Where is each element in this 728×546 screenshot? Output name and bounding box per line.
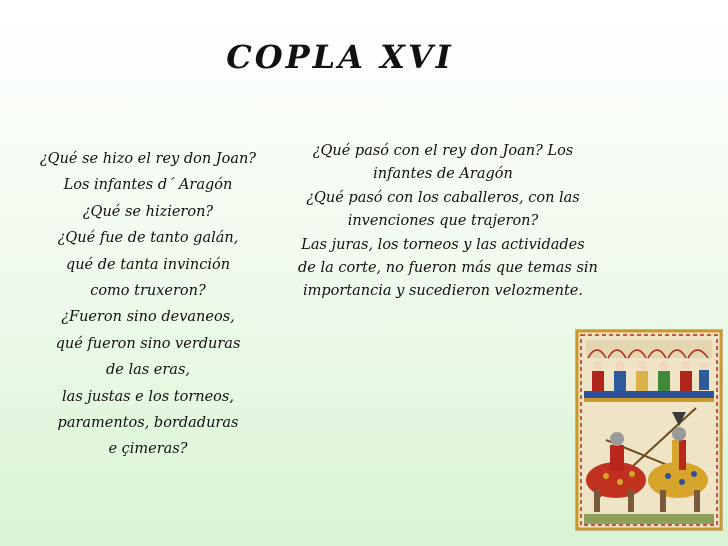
verse-line: paramentos, bordaduras — [57, 415, 239, 432]
verse-line: ¿Qué fue de tanto galán, — [57, 230, 239, 247]
paraphrase-line: invenciones que trajeron? — [347, 213, 539, 230]
slide-title: COPLA XVI — [226, 38, 454, 76]
paraphrase-line: infantes de Aragón — [373, 166, 513, 183]
paraphrase-line: ¿Qué pasó con los caballeros, con las — [306, 189, 580, 206]
paraphrase-line: importancia y sucedieron velozmente. — [302, 283, 583, 300]
verse-line: qué fueron sino verduras — [55, 335, 241, 352]
verse-line: como truxeron? — [90, 283, 206, 300]
verse-line: de las eras, — [105, 362, 190, 379]
paraphrase-line: de la corte, no fueron más que temas sin — [298, 260, 598, 277]
modern-paraphrase — [298, 140, 598, 304]
paraphrase-line: Las juras, los torneos y las actividades — [301, 236, 585, 253]
paraphrase-line: ¿Qué pasó con el rey don Joan? Los — [312, 143, 574, 159]
verse-line: ¿Qué se hizo el rey don Joan? — [39, 151, 257, 167]
verse-line: Los infantes d´ Aragón — [63, 177, 233, 194]
medieval-tournament-miniature-icon — [576, 330, 722, 530]
verse-line: e çimeras? — [108, 441, 188, 458]
tournament-miniature — [576, 330, 722, 530]
verse-line: ¿Fueron sino devaneos, — [61, 309, 235, 326]
verse-line: las justas e los torneos, — [62, 388, 234, 405]
verse-line: ¿Qué se hizieron? — [82, 203, 214, 220]
verse-line: qué de tanta invinción — [65, 256, 231, 273]
original-verse — [28, 146, 268, 463]
